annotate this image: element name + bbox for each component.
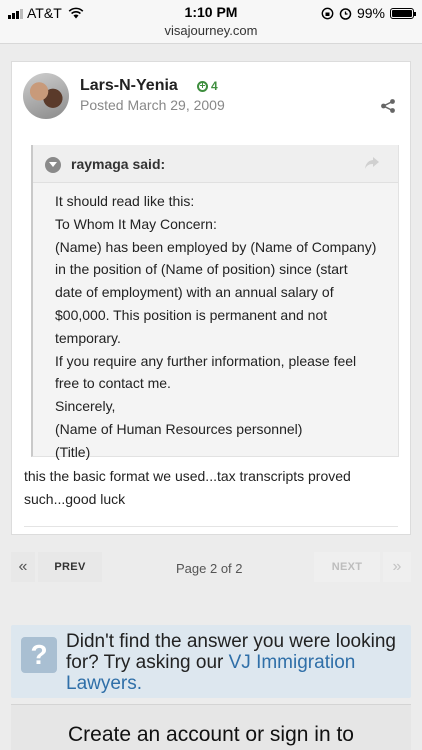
url-bar[interactable]: visajourney.com xyxy=(164,23,258,38)
collapse-icon[interactable] xyxy=(45,157,61,173)
forum-post xyxy=(11,61,411,535)
quote-line: If you require any further information, please feel xyxy=(55,352,357,369)
account-title: Create an account or sign in to xyxy=(67,723,354,746)
last-page-button: » xyxy=(383,552,411,582)
reputation-plus-icon xyxy=(197,81,208,92)
help-text xyxy=(66,631,401,694)
quote-block xyxy=(31,145,399,460)
clock: 1:10 PM xyxy=(184,4,238,20)
orientation-lock-icon xyxy=(321,7,334,20)
quote-line: (Name) has been employed by (Name of Company) xyxy=(55,238,377,255)
battery-percent: 99% xyxy=(356,5,385,21)
account-box xyxy=(11,704,411,750)
carrier-label: AT&T xyxy=(27,5,62,21)
quote-line: temporary. xyxy=(55,329,121,346)
quote-line: date of employment) with an annual salary of xyxy=(55,284,334,301)
reputation-count: 4 xyxy=(211,79,218,93)
question-icon: ? xyxy=(21,637,57,673)
next-page-button: NEXT xyxy=(314,552,380,582)
quote-line: It should read like this: xyxy=(55,193,195,209)
quote-line: To Whom It May Concern: xyxy=(55,215,217,232)
reputation-badge xyxy=(197,79,218,93)
alarm-icon xyxy=(339,7,352,20)
battery-icon xyxy=(390,8,414,19)
quote-line: $00,000. This position is permanent and not xyxy=(55,306,328,323)
page-status: Page 2 of 2 xyxy=(176,561,243,576)
help-message: Didn't find the answer you were looking for? Try asking our xyxy=(66,631,396,673)
quote-line: Sincerely, xyxy=(55,398,116,415)
post-divider xyxy=(24,526,398,527)
status-right xyxy=(321,5,414,21)
post-line: this the basic format we used...tax transcripts proved xyxy=(24,468,351,484)
first-page-button[interactable]: « xyxy=(11,552,35,582)
jump-to-quote-icon[interactable] xyxy=(364,156,380,170)
post-author[interactable]: Lars-N-Yenia xyxy=(80,77,178,94)
post-content xyxy=(24,465,351,511)
quote-line: in the position of (Name of position) since (start xyxy=(55,261,348,278)
pagination xyxy=(11,552,411,582)
quote-author: raymaga said: xyxy=(71,156,166,172)
status-bar xyxy=(0,0,422,44)
lawyer-help-box xyxy=(11,625,411,698)
post-line: such...good luck xyxy=(24,490,126,507)
quote-body xyxy=(33,183,398,464)
prev-page-button[interactable]: PREV xyxy=(38,552,102,582)
quote-line: (Name of Human Resources personnel) xyxy=(55,420,303,437)
quote-line: (Title) xyxy=(55,443,91,460)
lawyers-link[interactable]: VJ Immigration Lawyers. xyxy=(66,652,356,694)
avatar[interactable] xyxy=(23,73,69,119)
post-date: Posted March 29, 2009 xyxy=(80,97,225,113)
share-icon[interactable] xyxy=(380,98,396,114)
quote-header xyxy=(33,145,398,183)
quote-line: free to contact me. xyxy=(55,375,171,392)
